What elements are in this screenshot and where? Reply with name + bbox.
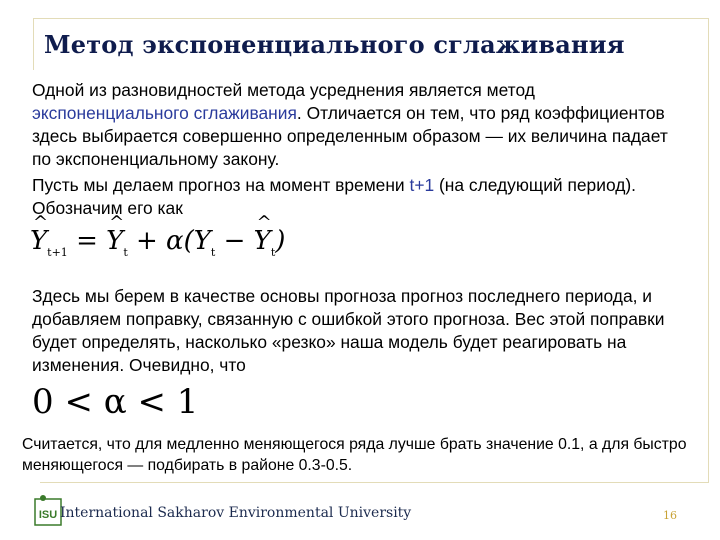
frame-line-top — [33, 18, 709, 19]
frame-line-bottom — [40, 482, 709, 483]
formula-sub-t-a: t — [123, 246, 128, 259]
paragraph-forecast — [32, 174, 682, 220]
formula-minus: − — [215, 226, 254, 256]
paragraph-explanation: Здесь мы берем в качестве основы прогноза прогноз последнего периода, и добавляем поправку, связанную с ошибкой этого прогноза. Вес этой поправки будет определять, насколько «резко» наша модель будет реагировать на изменения. Очевидно, что — [32, 286, 665, 375]
frame-line-left — [33, 18, 34, 70]
paragraph-intro-text-a: Одной из разновидностей метода усреднения является метод — [32, 80, 535, 100]
formula-y-hat-t: Y ^ — [106, 226, 123, 256]
formula-sub-t1: t+1 — [47, 246, 68, 259]
formula-plus-alpha: + α( — [127, 226, 194, 256]
logo-text: ISU — [38, 509, 58, 521]
formula-y-actual: Y — [193, 226, 211, 256]
formula-y-hat-next: Y ^ — [30, 226, 47, 256]
highlight-term: экспоненциального сглаживания — [32, 103, 297, 123]
formula-y-hat-t-2: Y ^ — [254, 226, 271, 256]
formula-alpha-range: 0 < α < 1 — [32, 382, 199, 422]
footer-university-name: International Sakharov Environmental University — [60, 505, 412, 521]
paragraph-forecast-text-a: Пусть мы делаем прогноз на момент времени — [32, 175, 410, 195]
paragraph-intro-text-b: . Отличается он тем, что ряд коэффициентов здесь выбирается совершенно определенным образом — их величина падает по экспоненциальному закону. — [32, 103, 668, 169]
formula-close: ) — [275, 226, 286, 256]
highlight-t-plus-1: t+1 — [409, 175, 435, 195]
paragraph-recommendation: Считается, что для медленно меняющегося ряда лучше брать значение 0.1, а для быстро меняющегося — подбирать в районе 0.3-0.5. — [22, 436, 687, 474]
paragraph-forecast-text-b: (на следующий период). Обозначим его как — [32, 175, 637, 218]
university-logo — [33, 493, 63, 527]
formula-sub-t-c: t — [270, 246, 276, 259]
formula-sub-t-b: t — [210, 246, 216, 259]
page-number: 16 — [663, 509, 677, 522]
formula-equals: = — [67, 226, 107, 256]
slide-title: Метод экспоненциального сглаживания — [44, 30, 625, 59]
paragraph-intro — [32, 79, 682, 171]
frame-line-right — [708, 18, 709, 483]
formula-exponential-smoothing — [30, 226, 285, 259]
